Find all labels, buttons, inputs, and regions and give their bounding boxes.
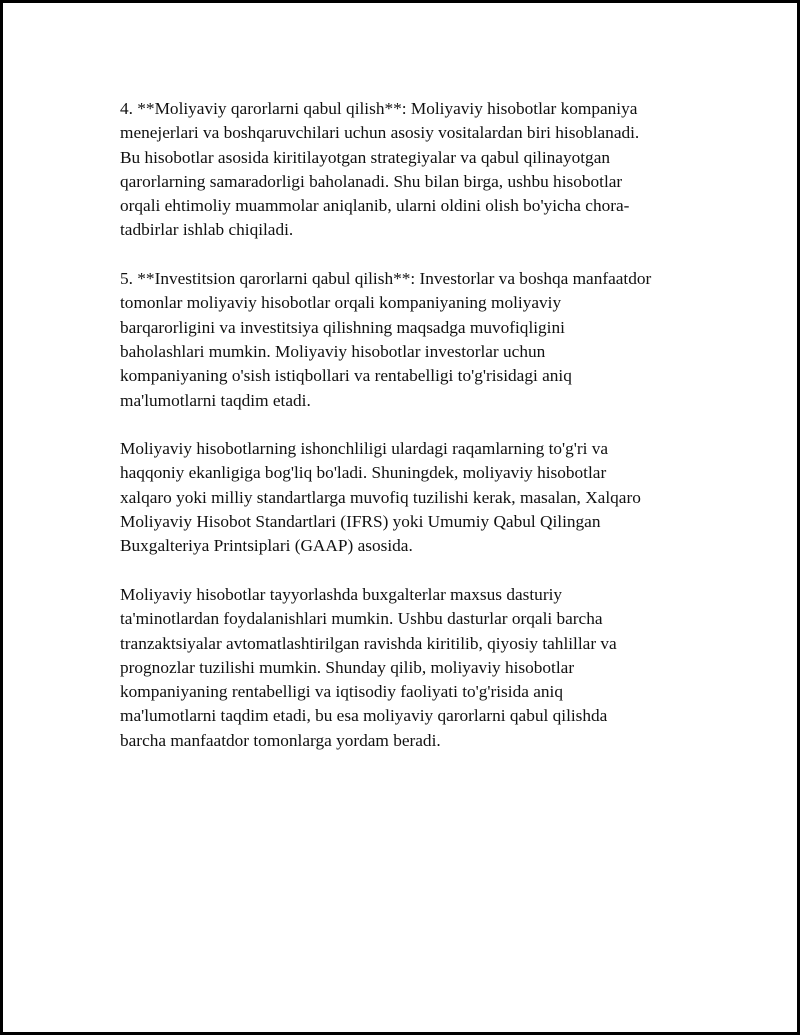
text-line: barqarorligini va investitsiya qilishning maqsadga muvofiqligini bbox=[120, 317, 565, 337]
paragraph-financial-decisions bbox=[120, 97, 695, 243]
text-line: Moliyaviy hisobotlarning ishonchliligi ulardagi raqamlarning to'g'ri va bbox=[120, 439, 609, 459]
text-line: Moliyaviy Hisobot Standartlari (IFRS) yoki Umumiy Qabul Qilingan bbox=[120, 512, 601, 532]
text-line: menejerlari va boshqaruvchilari uchun asosiy vositalardan biri hisoblanadi. bbox=[120, 123, 640, 143]
text-line: Bu hisobotlar asosida kiritilayotgan strategiyalar va qabul qilinayotgan bbox=[120, 147, 611, 167]
paragraph-reliability-standards bbox=[120, 437, 695, 558]
paragraph-investment-decisions bbox=[120, 267, 695, 413]
text-line: 5. **Investitsion qarorlarni qabul qilish**: Investorlar va boshqa manfaatdor bbox=[120, 269, 652, 289]
text-line: haqqoniy ekanligiga bog'liq bo'ladi. Shuningdek, moliyaviy hisobotlar bbox=[120, 463, 607, 483]
text-line: ma'lumotlarni taqdim etadi, bu esa moliyaviy qarorlarni qabul qilishda bbox=[120, 706, 608, 726]
text-line: baholashlari mumkin. Moliyaviy hisobotlar investorlar uchun bbox=[120, 341, 546, 361]
document-body bbox=[120, 97, 695, 777]
text-line: ma'lumotlarni taqdim etadi. bbox=[120, 390, 311, 410]
text-line: xalqaro yoki milliy standartlarga muvofiq tuzilishi kerak, masalan, Xalqaro bbox=[120, 487, 641, 507]
text-line: tadbirlar ishlab chiqiladi. bbox=[120, 220, 294, 240]
text-line: Buxgalteriya Printsiplari (GAAP) asosida. bbox=[120, 536, 413, 556]
text-line: tranzaktsiyalar avtomatlashtirilgan ravishda kiritilib, qiyosiy tahlillar va bbox=[120, 633, 617, 653]
text-line: tomonlar moliyaviy hisobotlar orqali kompaniyaning moliyaviy bbox=[120, 293, 562, 313]
text-line: 4. **Moliyaviy qarorlarni qabul qilish**: Moliyaviy hisobotlar kompaniya bbox=[120, 99, 638, 118]
text-line: qarorlarning samaradorligi baholanadi. Shu bilan birga, ushbu hisobotlar bbox=[120, 171, 623, 191]
text-line: barcha manfaatdor tomonlarga yordam beradi. bbox=[120, 730, 441, 750]
text-line: orqali ehtimoliy muammolar aniqlanib, ularni oldini olish bo'yicha chora- bbox=[120, 196, 630, 216]
text-line: Moliyaviy hisobotlar tayyorlashda buxgalterlar maxsus dasturiy bbox=[120, 584, 563, 604]
text-line: ta'minotlardan foydalanishlari mumkin. Ushbu dasturlar orqali barcha bbox=[120, 609, 603, 629]
text-line: kompaniyaning rentabelligi va iqtisodiy faoliyati to'g'risida aniq bbox=[120, 682, 563, 702]
text-line: kompaniyaning o'sish istiqbollari va rentabelligi to'g'risidagi aniq bbox=[120, 366, 572, 386]
paragraph-accounting-software bbox=[120, 583, 695, 753]
text-line: prognozlar tuzilishi mumkin. Shunday qilib, moliyaviy hisobotlar bbox=[120, 657, 575, 677]
